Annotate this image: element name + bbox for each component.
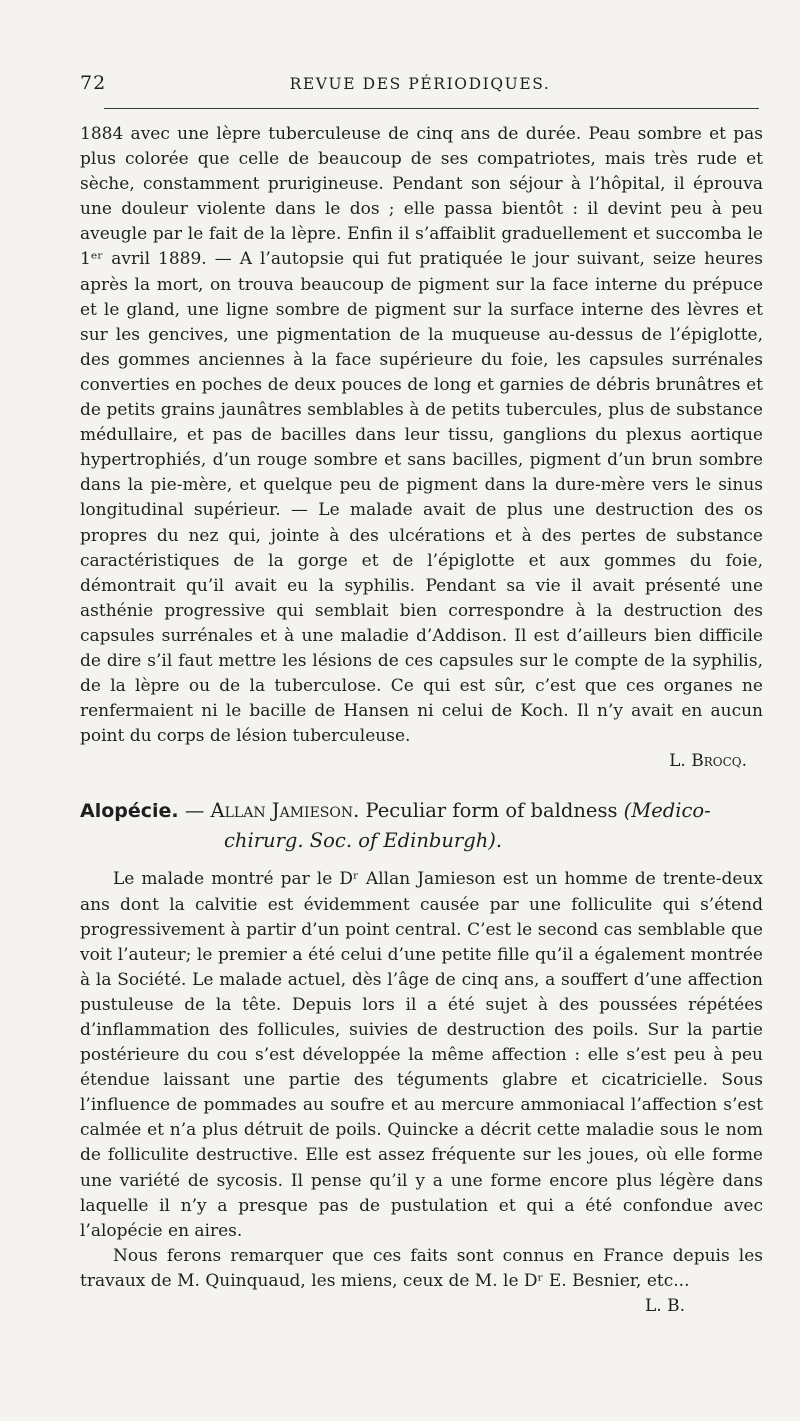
page-body bbox=[80, 122, 763, 1319]
article1-paragraph: 1884 avec une lèpre tuberculeuse de cinq ans de durée. Peau sombre et pas plus colorée que celle de beaucoup de ses compatriotes, mais très rude et sèche, constamment prurigineuse. Pendant son séjour à l’hôpital, il éprouva une douleur violente dans le dos ; elle passa bientôt : il devint peu à peu aveugle par le fait de la lèpre. Enfin il s’affaiblit graduellement et succomba le 1ᵉʳ avril 1889. — A l’autopsie qui fut pratiquée le jour suivant, seize heures après la mort, on trouva beaucoup de pigment sur la face interne du prépuce et le gland, une ligne sombre de pigment sur la surface interne des lèvres et sur les gencives, une pigmentation de la muqueuse au-dessus de l’épiglotte, des gommes anciennes à la face supérieure du foie, les capsules surrénales converties en poches de deux pouces de long et garnies de débris brunâtres et de petits grains jaunâtres semblables à de petits tubercules, plus de substance médullaire, et pas de bacilles dans leur tissu, ganglions du plexus aortique hypertrophiés, d’un rouge sombre et sans bacilles, pigment d’un brun sombre dans la pie-mère, et quelque peu de pigment dans la dure-mère vers le sinus longitudinal supérieur. — Le malade avait de plus une destruction des os propres du nez qui, jointe à des ulcérations et à des pertes de substance caractéristiques de la gorge et de l’épiglotte et aux gommes du foie, démontrait qu’il avait eu la syphilis. Pendant sa vie il avait présenté une asthénie progressive qui semblait bien correspondre à la destruction des capsules surrénales et à une maladie d’Addison. Il est d’ailleurs bien difficile de dire s’il faut mettre les lésions de ces capsules sur le compte de la syphilis, de la lèpre ou de la tuberculose. Ce qui est sûr, c’est que ces organes ne renfermaient ni le bacille de Hansen ni celui de Koch. Il n’y avait en aucun point du corps de lésion tuberculeuse. bbox=[80, 124, 763, 747]
article2-heading bbox=[80, 796, 763, 855]
header-rule bbox=[104, 108, 759, 109]
article2-paragraph1: Le malade montré par le Dʳ Allan Jamieson est un homme de trente-deux ans dont la calvitie est évidemment causée par une folliculite qui s’étend progressivement à partir d’un point central. C’est le second cas semblable que voit l’auteur; le premier a été celui d’une petite fille qu’il a également montrée à la Société. Le malade actuel, dès l’âge de cinq ans, a souffert d’une affection pustuleuse de la tête. Depuis lors il a été sujet à des poussées répétées d’inflammation des follicules, suivies de destruction des poils. Sur la partie postérieure du cou s’est développée la même affection : elle s’est peu à peu étendue laissant une partie des téguments glabre et cicatricielle. Sous l’influence de pommades au soufre et au mercure ammoniacal l’affection s’est calmée et n’a plus détruit de poils. Quincke a décrit cette maladie sous le nom de folliculite destructive. Elle est assez fréquente sur les joues, où elle forme une variété de sycosis. Il pense qu’il y a une forme encore plus légère dans laquelle il n’y a presque pas de pustulation et qui a été confondue avec l’alopécie en aires. bbox=[80, 869, 763, 1241]
article2-source-line1: (Medico- bbox=[623, 799, 711, 823]
article2-body bbox=[80, 867, 763, 1319]
article2-paragraph2: Nous ferons remarquer que ces faits sont connus en France depuis les travaux de M. Quinquaud, les miens, ceux de M. le Dʳ E. Besnier, etc... bbox=[80, 1245, 763, 1291]
page-number: 72 bbox=[80, 72, 107, 94]
page-header bbox=[80, 68, 760, 100]
article1-signature bbox=[80, 749, 763, 774]
article2-title: Peculiar form of baldness bbox=[365, 799, 618, 823]
article2-dash: — bbox=[184, 799, 205, 823]
article2-source-line2: chirurg. Soc. of Edinburgh). bbox=[224, 829, 503, 853]
article2-topic: Alopécie. bbox=[80, 800, 179, 823]
article1-signature-text: L. Brocq. bbox=[669, 751, 747, 772]
article2-signature: L. B. bbox=[645, 1296, 685, 1317]
running-title: REVUE DES PÉRIODIQUES. bbox=[289, 75, 551, 93]
article2-author: Allan Jamieson. bbox=[210, 799, 360, 823]
